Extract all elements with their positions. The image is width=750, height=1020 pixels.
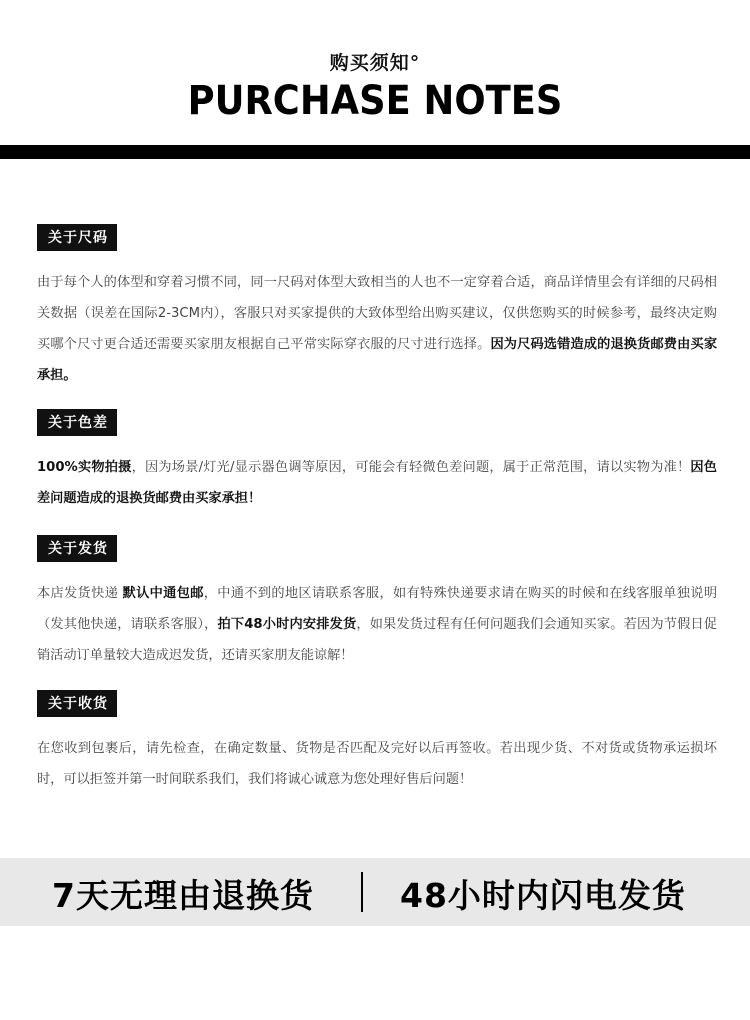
section-tag: 关于尺码 (37, 224, 117, 251)
paragraph-emphasis: 默认中通包邮 (122, 586, 204, 601)
section-color (37, 409, 717, 514)
section-tag: 关于色差 (37, 409, 117, 436)
section-tag: 关于收货 (37, 690, 117, 717)
paragraph-text: ，因为场景/灯光/显示器色调等原因，可能会有轻微色差问题，属于正常范围，请以实物为准！ (131, 460, 691, 475)
section-shipping (37, 535, 717, 671)
paragraph-emphasis: 因为尺码选错造成的退换货邮费由买家承担。 (37, 337, 718, 383)
header-divider-bar (0, 145, 750, 159)
section-paragraph (37, 267, 717, 391)
header (0, 0, 750, 145)
footer-separator (361, 872, 363, 912)
page-title: PURCHASE NOTES (187, 78, 563, 124)
paragraph-emphasis: 拍下48小时内安排发货 (217, 617, 357, 632)
paragraph-emphasis: 100%实物拍摄 (37, 460, 132, 475)
section-receiving (37, 690, 717, 795)
shipping-promise-text: 48小时内闪电发货 (400, 876, 686, 915)
return-policy-text: 7天无理由退换货 (52, 876, 314, 915)
section-size (37, 224, 717, 391)
footer-banner (0, 858, 750, 926)
page-subtitle: 购买须知° (329, 52, 421, 74)
paragraph-text: 在您收到包裹后，请先检查，在确定数量、货物是否匹配及完好以后再签收。若出现少货、不对货或货物承运损坏时，可以拒签并第一时间联系我们，我们将诚心诚意为您处理好售后问题！ (37, 741, 717, 787)
paragraph-text: 由于每个人的体型和穿着习惯不同，同一尺码对体型大致相当的人也不一定穿着合适，商品详情里会有详细的尺码相关数据（误差在国际2-3CM内），客服只对买家提供的大致体型给出购买建议，仅供您购买的时候参考，最终决定购买哪个尺寸更合适还需要买家朋友根据自己平常实际穿衣服的尺寸进行选择。 (37, 275, 717, 352)
paragraph-text: ，如果发货过程有任何问题我们会通知买家。若因为节假日促销活动订单量较大造成迟发货，还请买家朋友能谅解！ (37, 617, 717, 663)
section-paragraph (37, 578, 717, 671)
paragraph-text: ，中通不到的地区请联系客服，如有特殊快递要求请在购买的时候和在线客服单独说明（发其他快递，请联系客服）， (37, 586, 718, 632)
paragraph-text: 本店发货快递 (37, 586, 123, 601)
paragraph-emphasis: 因色差问题造成的退换货邮费由买家承担！ (37, 460, 717, 506)
section-tag: 关于发货 (37, 535, 117, 562)
section-paragraph (37, 733, 717, 795)
section-paragraph (37, 452, 717, 514)
